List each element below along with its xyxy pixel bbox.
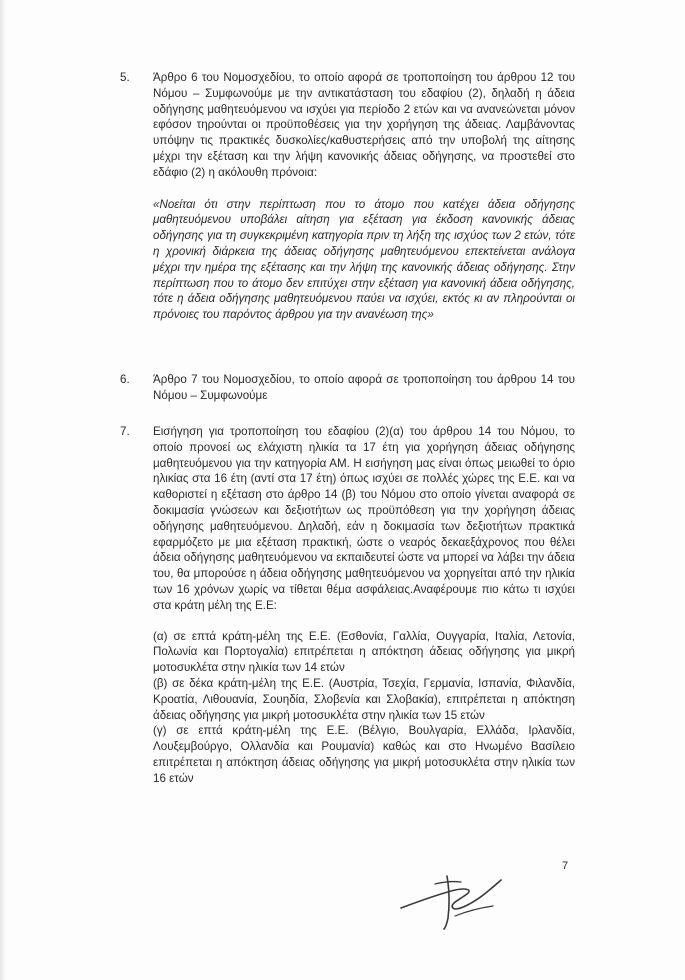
handwritten-signature (395, 872, 505, 930)
item-number: 7. (120, 425, 130, 438)
item-body (153, 70, 575, 323)
sub-item-b: (β) σε δέκα κράτη-μέλη της Ε.Ε. (Αυστρία, Τσεχία, Γερμανία, Ισπανία, Φιλανδία, Κροατία, Λιθουανία, Σουηδία, Σλοβενία και Σλοβακία), επιτρέπεται η απόκτηση άδειας οδήγησης για μικρή μοτοσυκλέτα στην ηλικία των 15 ετών (153, 676, 575, 722)
page-number: 7 (562, 860, 569, 872)
item-number: 5. (120, 71, 130, 84)
item-number: 6. (120, 373, 130, 386)
list-item-6 (120, 372, 575, 404)
quoted-provision: «Νοείται ότι στην περίπτωση που το άτομο που κατέχει άδεια οδήγησης μαθητευόμενου υποβάλει αίτηση για εξέταση για έκδοση κανονικής άδειας οδήγησης για τη συγκεκριμένη κατηγορία πριν τη λήξη της ισχύος των 2 ετών, τότε η χρονική διάρκεια της άδειας οδήγησης μαθητευόμενου επεκτείνεται ανάλογα μέχρι την ημέρα της εξέτασης και την λήψη της κανονικής άδειας οδήγησης. Στην περίπτωση που το άτομο δεν επιτύχει στην εξέταση για κανονική άδεια οδήγησης, τότε η άδεια οδήγησης μαθητευόμενου παύει να ισχύει, εκτός κι αν πληρούνται οι πρόνοιες του παρόντος άρθρου για την ανανέωση της» (153, 197, 575, 322)
sub-item-c: (γ) σε επτά κράτη-μέλη της Ε.Ε. (Βέλγιο, Βουλγαρία, Ελλάδα, Ιρλανδία, Λουξεμβούργο, Ολλανδία και Ρουμανία) καθώς και στο Ηνωμένο Βασίλειο επιτρέπεται η απόκτηση άδειας οδήγησης για μικρή μοτοσυκλέτα στην ηλικία των 16 ετών (153, 724, 575, 785)
item-paragraph: Άρθρο 6 του Νομοσχεδίου, το οποίο αφορά σε τροποποίηση του άρθρου 12 του Νόμου – Συμφωνούμε με την αντικατάσταση του εδαφίου (2), δηλαδή η άδεια οδήγησης μαθητευόμενου να ισχύει για περίοδο 2 ετών και να ανανεώνεται μόνον εφόσον τηρούνται οι προϋποθέσεις για την χορήγηση της άδειας. Λαμβάνοντας υπόψην τις πρακτικές δυσκολίες/καθυστερήσεις από την υποβολή της αίτησης μέχρι την εξέταση και την λήψη κανονικής άδειας οδήγησης, να προστεθεί στο εδάφιο (2) η ακόλουθη πρόνοια: (153, 71, 575, 179)
list-item-5 (120, 70, 575, 323)
item-body (153, 372, 575, 404)
page-edge-shadow (0, 0, 6, 980)
item-body (153, 424, 575, 787)
item-paragraph: Άρθρο 7 του Νομοσχεδίου, το οποίο αφορά σε τροποποίηση του άρθρου 14 του Νόμου – Συμφωνούμε (153, 373, 575, 402)
sub-item-a: (α) σε επτά κράτη-μέλη της Ε.Ε. (Εσθονία, Γαλλία, Ουγγαρία, Ιταλία, Λετονία, Πολωνία και Πορτογαλία) επιτρέπεται η απόκτηση άδειας οδήγησης για μικρή μοτοσυκλέτα στην ηλικία των 14 ετών (153, 629, 575, 675)
list-item-7 (120, 424, 575, 787)
item-paragraph: Εισήγηση για τροποποίηση του εδαφίου (2)(α) του άρθρου 14 του Νόμου, το οποίο προνοεί ως ελάχιστη ηλικία τα 17 έτη για χορήγηση άδειας οδήγησης μαθητευόμενου για την κατηγορία ΑΜ. Η εισήγηση μας είναι όπως μειωθεί το όριο ηλικίας στα 16 έτη (αντί στα 17 έτη) όπως ισχύει σε πολλές χώρες της Ε.Ε. και να καθοριστεί η εξέταση στο άρθρο 14 (β) του Νόμου στο οποίο γίνεται αναφορά σε δοκιμασία γνώσεων και δεξιοτήτων ως προϋπόθεση για την χορήγηση άδειας οδήγησης μαθητευόμενου. Δηλαδή, εάν η δοκιμασία των δεξιοτήτων πρακτικά εφαρμόζετο με μια εξέταση πρακτική, ώστε ο νεαρός δεκαεξάχρονος που θέλει άδεια οδήγησης μαθητευόμενου να εκπαιδευτεί ώστε να μπορεί να λάβει την άδεια του, θα μπορούσε η άδεια οδήγησης μαθητευόμενου να χορηγείται από την ηλικία των 16 χρόνων χωρίς να τίθεται θέμα ασφάλειας.Αναφέρουμε πιο κάτω τι ισχύει στα κράτη μέλη της Ε.Ε: (153, 425, 575, 612)
